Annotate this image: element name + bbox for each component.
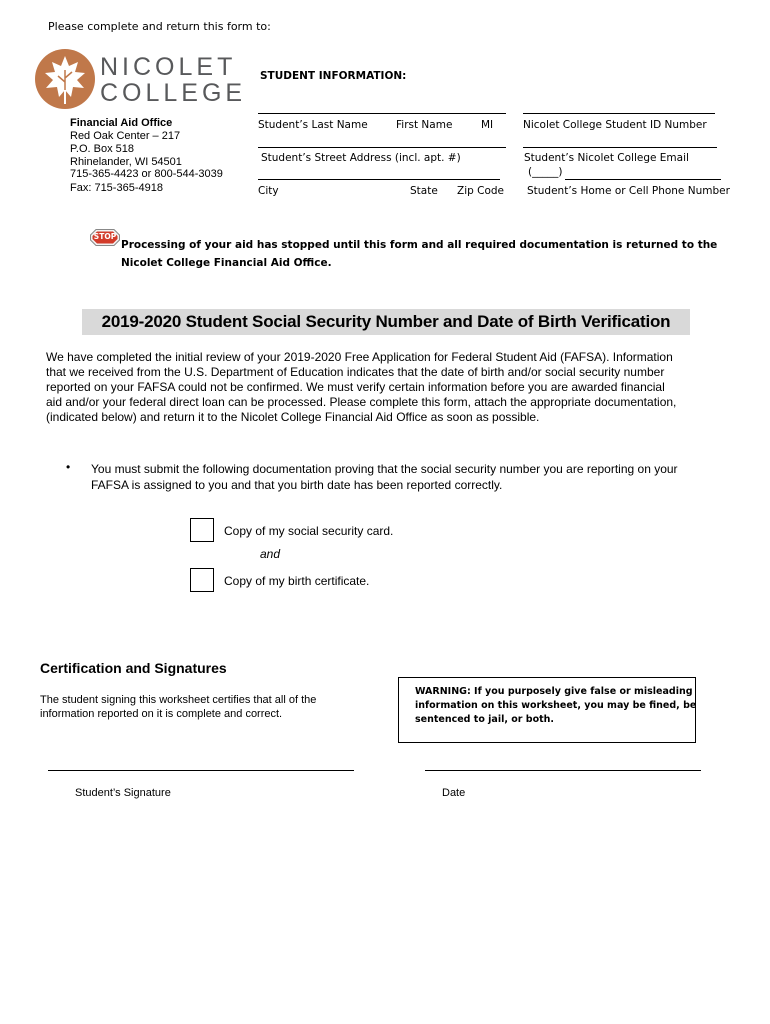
street-address-label: Student’s Street Address (incl. apt. #) (261, 152, 461, 164)
page-title: 2019-2020 Student Social Security Number and Date of Birth Verification (101, 312, 671, 331)
date-line[interactable] (425, 770, 701, 771)
bullet-text: You must submit the following documentation proving that the social security number you are reporting on your FAFSA is assigned to you and that you birth date has been reported correctly. (91, 462, 678, 492)
city-label: City (258, 185, 279, 197)
stop-sign-icon: STOP (90, 229, 120, 246)
return-instructions: Please complete and return this form to: (48, 20, 271, 33)
first-name-label: First Name (396, 119, 453, 131)
street-address-line[interactable] (258, 147, 506, 148)
warning-line: sentenced to jail, or both. (415, 714, 555, 725)
warning-line: information on this worksheet, you may be fined, be (415, 700, 697, 711)
intro-paragraph (46, 350, 676, 425)
warning-box (398, 677, 696, 743)
last-name-label: Student’s Last Name (258, 119, 368, 131)
phone-label: Student’s Home or Cell Phone Number (527, 185, 730, 197)
office-address-1: Red Oak Center – 217 (70, 130, 181, 142)
stop-notice-line1: Processing of your aid has stopped until this form and all required documentation is returned to the (121, 239, 718, 251)
office-fax: Fax: 715-365-4918 (70, 182, 163, 194)
date-label: Date (442, 787, 466, 799)
intro-line: (indicated below) and return it to the Nicolet College Financial Aid Office as soon as possible. (46, 410, 540, 424)
ssn-card-checkbox[interactable] (190, 518, 214, 542)
phone-line[interactable] (565, 179, 721, 180)
student-id-label: Nicolet College Student ID Number (523, 119, 707, 131)
state-label: State (410, 185, 438, 197)
intro-line: We have completed the initial review of your 2019-2020 Free Application for Federal Student Aid (FAFSA). Information (46, 350, 673, 364)
certification-heading: Certification and Signatures (40, 660, 227, 676)
last-first-mi-line[interactable] (258, 113, 506, 114)
signature-line[interactable] (48, 770, 354, 771)
and-label: and (260, 547, 281, 561)
stop-notice-line2: Nicolet College Financial Aid Office. (121, 257, 332, 269)
oak-leaf-icon (34, 48, 96, 110)
phone-area-code: (_____) (528, 166, 563, 178)
office-address-3: Rhinelander, WI 54501 (70, 156, 182, 168)
intro-line: that we received from the U.S. Department of Education indicates that the date of birth and/or social security number (46, 365, 665, 379)
intro-line: aid and/or your federal direct loan can be processed. Please complete this form, attach the appropriate documentation, (46, 395, 677, 409)
nicolet-college-logo (34, 48, 247, 112)
city-state-zip-line[interactable] (258, 179, 500, 180)
birth-certificate-label: Copy of my birth certificate. (224, 574, 370, 588)
certification-text: The student signing this worksheet certifies that all of the information reported on it is complete and correct. (40, 694, 317, 720)
email-label: Student’s Nicolet College Email (524, 152, 689, 164)
logo-text-nicolet: NICOLET (100, 53, 237, 81)
mi-label: MI (481, 119, 494, 131)
student-id-line[interactable] (523, 113, 715, 114)
logo-text-college: COLLEGE (100, 79, 247, 107)
office-address-2: P.O. Box 518 (70, 143, 135, 155)
office-name: Financial Aid Office (70, 117, 173, 129)
office-phone: 715-365-4423 or 800-544-3039 (70, 168, 223, 180)
warning-line: WARNING: If you purposely give false or misleading (415, 686, 693, 697)
bullet-icon: • (66, 460, 71, 474)
student-info-heading: STUDENT INFORMATION: (260, 70, 407, 82)
zip-label: Zip Code (457, 185, 504, 197)
ssn-card-label: Copy of my social security card. (224, 524, 394, 538)
birth-certificate-checkbox[interactable] (190, 568, 214, 592)
email-line[interactable] (523, 147, 717, 148)
signature-label: Student’s Signature (75, 787, 171, 799)
intro-line: reported on your FAFSA could not be confirmed. We must verify certain information before you are awarded financial (46, 380, 665, 394)
